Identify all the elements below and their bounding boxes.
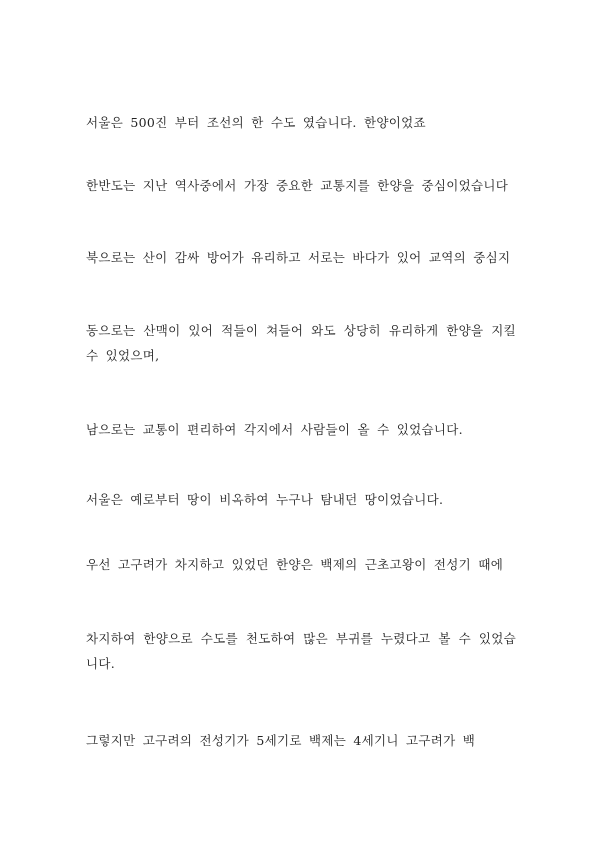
paragraph-goguryeo-baekje: 우선 고구려가 차지하고 있었던 한양은 백제의 근초고왕이 전성기 때에 <box>86 557 504 572</box>
paragraph-seoul-capital: 서울은 500진 부터 조선의 한 수도 였습니다. 한양이었죠 <box>86 115 426 130</box>
paragraph-south-transport: 남으로는 교통이 편리하여 각지에서 사람들이 올 수 있었습니다. <box>86 422 463 437</box>
paragraph-fertile-land: 서울은 예로부터 땅이 비옥하여 누구나 탐내던 땅이었습니다. <box>86 492 444 507</box>
paragraph-golden-age: 그렇지만 고구려의 전성기가 5세기로 백제는 4세기니 고구려가 백 <box>86 733 476 748</box>
paragraph-capital-relocation: 차지하여 한양으로 수도를 천도하여 많은 부귀를 누렸다고 볼 수 있었습니다. <box>86 631 516 671</box>
paragraph-transport-center: 한반도는 지난 역사중에서 가장 중요한 교통지를 한양을 중심이었습니다 <box>86 178 509 193</box>
paragraph-north-west-geography: 북으로는 산이 감싸 방어가 유리하고 서로는 바다가 있어 교역의 중심지 <box>86 250 511 265</box>
paragraph-east-defense: 동으로는 산맥이 있어 적들이 쳐들어 와도 상당히 유리하게 한양을 지킬 수 있었으며, <box>86 323 516 363</box>
